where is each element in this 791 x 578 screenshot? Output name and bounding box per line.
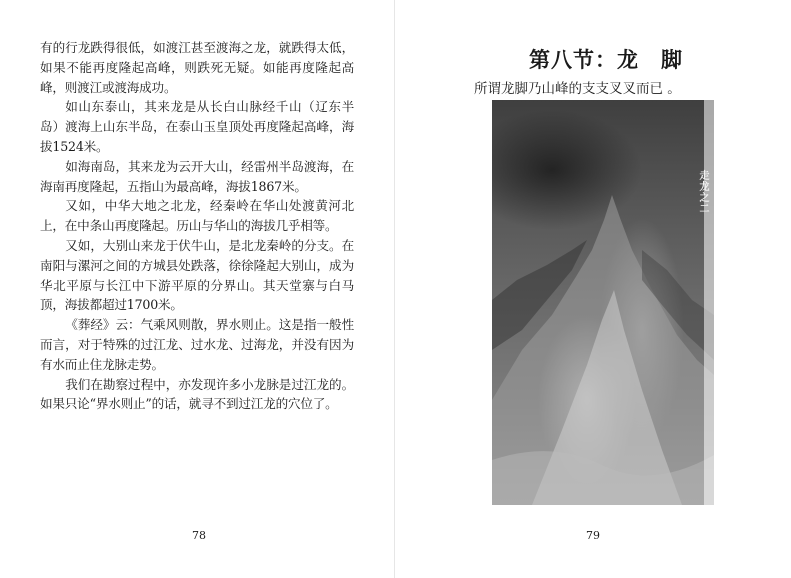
- paragraph: 有的行龙跌得很低，如渡江甚至渡海之龙，就跌得太低，如果不能再度隆起高峰，则跌死无疑。如能再度隆起高峰，则渡江或渡海成功。: [40, 40, 354, 95]
- paragraph: 如山东泰山，其来龙是从长白山脉经千山（辽东半岛）渡海上山东半岛，在泰山玉皇顶处再度隆起高峰，海拔1524米。: [40, 99, 354, 154]
- mountain-ridge-illustration: [492, 100, 714, 505]
- paragraph: 如海南岛，其来龙为云开大山，经雷州半岛渡海，在海南再度隆起，五指山为最高峰，海拔1867米。: [40, 158, 354, 194]
- paragraph: 《葬经》云：气乘风则散，界水则止。这是指一般性而言，对于特殊的过江龙、过水龙、过海龙，并没有因为有水而止住龙脉走势。: [40, 317, 354, 372]
- photo-caption: 走龙之二: [697, 170, 708, 214]
- body-text: [40, 38, 354, 414]
- paragraph: 又如，大别山来龙于伏牛山，是北龙秦岭的分支。在南阳与漯河之间的方城县处跌落，徐徐隆起大别山，成为华北平原与长江中下游平原的分界山。其天堂寨与白马顶，海拔都超过1700米。: [40, 237, 354, 313]
- paragraph: 我们在勘察过程中，亦发现许多小龙脉是过江龙的。如果只论“界水则止”的话，就寻不到过江龙的穴位了。: [40, 376, 354, 412]
- section-subtitle: 所谓龙脚乃山峰的支支叉叉而已 。: [474, 81, 681, 97]
- paragraph: 又如，中华大地之北龙，经秦岭在华山处渡黄河北上，在中条山再度隆起。历山与华山的海拔几乎相等。: [40, 198, 354, 234]
- right-page: [395, 0, 791, 578]
- section-title: 第八节：龙 脚: [529, 47, 683, 72]
- mountain-photo: [492, 100, 714, 505]
- left-page: [0, 0, 395, 578]
- page-number: 79: [586, 529, 600, 542]
- page-number: 78: [192, 529, 206, 542]
